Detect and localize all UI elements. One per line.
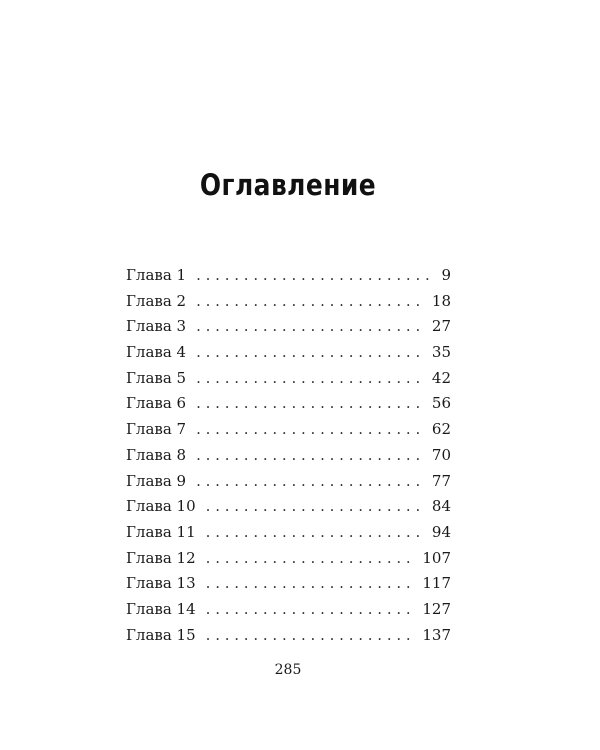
toc-dot-leader — [206, 571, 415, 597]
toc-page-number: 42 — [431, 368, 451, 387]
toc-dot-leader — [196, 366, 424, 392]
toc-entry — [126, 391, 451, 417]
page-title: Оглавление — [199, 168, 377, 202]
toc-entry — [126, 263, 451, 289]
toc-entry — [126, 520, 451, 546]
toc-page-number: 77 — [431, 471, 451, 490]
toc-page-number: 18 — [431, 291, 451, 310]
toc-page-number: 9 — [441, 266, 451, 284]
toc-dot-leader — [196, 340, 424, 366]
toc-chapter-label: Глава 2 — [126, 291, 187, 310]
toc-dot-leader — [196, 314, 424, 340]
toc-dot-leader — [196, 263, 433, 289]
toc-entry — [126, 314, 451, 340]
toc-chapter-label: Глава 9 — [126, 471, 187, 490]
toc-entry — [126, 366, 451, 392]
toc-dot-leader — [206, 494, 424, 520]
toc-dot-leader — [196, 443, 424, 469]
toc-dot-leader — [206, 623, 415, 649]
toc-entry — [126, 443, 451, 469]
toc-chapter-label: Глава 14 — [126, 599, 196, 618]
toc-entry — [126, 571, 451, 597]
toc-page-number: 84 — [431, 497, 451, 516]
toc-page-number: 94 — [431, 522, 451, 541]
toc-page-number: 35 — [431, 343, 451, 362]
toc-chapter-label: Глава 1 — [126, 266, 187, 284]
toc-chapter-label: Глава 15 — [126, 625, 196, 644]
toc-chapter-label: Глава 7 — [126, 420, 187, 439]
table-of-contents — [126, 263, 451, 648]
toc-chapter-label: Глава 4 — [126, 343, 187, 362]
toc-entry — [126, 546, 451, 572]
toc-chapter-label: Глава 10 — [126, 497, 196, 516]
toc-page-number: 56 — [431, 394, 451, 413]
toc-page-number: 27 — [431, 317, 451, 336]
toc-chapter-label: Глава 3 — [126, 317, 187, 336]
toc-chapter-label: Глава 5 — [126, 368, 187, 387]
toc-chapter-label: Глава 13 — [126, 574, 196, 593]
toc-page-number: 117 — [422, 574, 451, 593]
toc-dot-leader — [206, 597, 415, 623]
toc-chapter-label: Глава 12 — [126, 548, 196, 567]
toc-dot-leader — [196, 469, 424, 495]
toc-page-number: 137 — [422, 625, 451, 644]
toc-dot-leader — [206, 546, 415, 572]
toc-entry — [126, 469, 451, 495]
toc-page-number: 127 — [422, 599, 451, 618]
toc-chapter-label: Глава 6 — [126, 394, 187, 413]
page-number: 285 — [274, 662, 302, 678]
toc-entry — [126, 623, 451, 649]
toc-entry — [126, 494, 451, 520]
toc-dot-leader — [196, 391, 424, 417]
toc-page-number: 62 — [431, 420, 451, 439]
toc-page-number: 70 — [431, 445, 451, 464]
toc-entry — [126, 597, 451, 623]
toc-entry — [126, 417, 451, 443]
toc-chapter-label: Глава 11 — [126, 522, 196, 541]
toc-entry — [126, 340, 451, 366]
toc-dot-leader — [196, 417, 424, 443]
toc-dot-leader — [196, 289, 424, 315]
toc-page-number: 107 — [422, 548, 451, 567]
toc-entry — [126, 289, 451, 315]
toc-chapter-label: Глава 8 — [126, 445, 187, 464]
toc-dot-leader — [206, 520, 424, 546]
